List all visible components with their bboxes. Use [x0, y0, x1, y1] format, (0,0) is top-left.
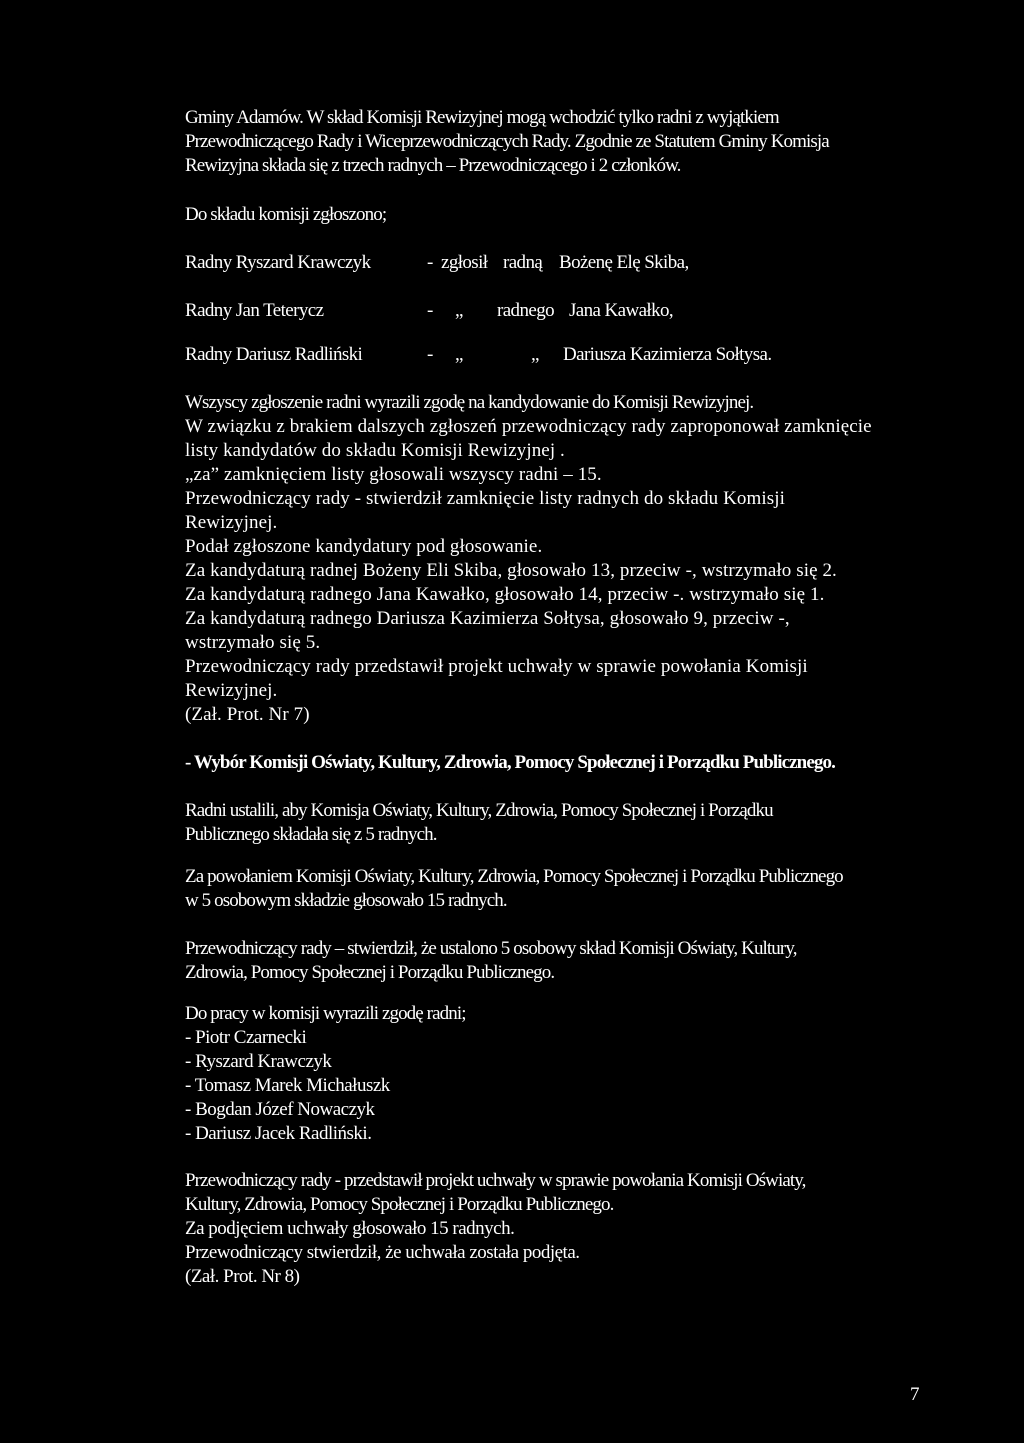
closing-line-4: Przewodniczący stwierdził, że uchwała została podjęta. — [185, 1242, 580, 1263]
nominator: Radny Jan Teterycz — [185, 300, 324, 321]
voting-line-3: listy kandydatów do składu Komisji Rewizyjnej . — [185, 440, 565, 461]
para1-line-2: Publicznego składała się z 5 radnych. — [185, 824, 437, 845]
voting-line-2: W związku z brakiem dalszych zgłoszeń przewodniczący rady zaproponował zamknięcie — [185, 416, 872, 437]
para2-line-1: Za powołaniem Komisji Oświaty, Kultury, Zdrowia, Pomocy Społecznej i Porządku Publicznego — [185, 866, 843, 887]
member-item: - Bogdan Józef Nowaczyk — [185, 1099, 375, 1120]
verb: „ — [455, 300, 463, 321]
voting-line-13: Rewizyjnej. — [185, 680, 278, 701]
para2-line-2: w 5 osobowym składzie głosowało 15 radnych. — [185, 890, 507, 911]
voting-line-5: Przewodniczący rady - stwierdził zamknięcie listy radnych do składu Komisji — [185, 488, 786, 509]
role: radną — [503, 252, 543, 273]
para1-line-1: Radni ustalili, aby Komisja Oświaty, Kultury, Zdrowia, Pomocy Społecznej i Porządku — [185, 800, 773, 821]
member-item: - Ryszard Krawczyk — [185, 1051, 332, 1072]
section-heading: - Wybór Komisji Oświaty, Kultury, Zdrowia, Pomocy Społecznej i Porządku Publicznego. — [185, 752, 835, 773]
para3-line-2: Zdrowia, Pomocy Społecznej i Porządku Publicznego. — [185, 962, 555, 983]
voting-line-10: Za kandydaturą radnego Dariusza Kazimierza Sołtysa, głosowało 9, przeciw -, — [185, 608, 790, 629]
dash: - — [427, 252, 433, 273]
voting-line-6: Rewizyjnej. — [185, 512, 278, 533]
candidate: Dariusza Kazimierza Sołtysa. — [563, 344, 772, 365]
voting-line-12: Przewodniczący rady przedstawił projekt uchwały w sprawie powołania Komisji — [185, 656, 808, 677]
voting-line-4: „za” zamknięciem listy głosowali wszyscy radni – 15. — [185, 464, 602, 485]
verb: zgłosił — [441, 252, 488, 273]
closing-line-3: Za podjęciem uchwały głosowało 15 radnych. — [185, 1218, 515, 1239]
candidate: Jana Kawałko, — [569, 300, 674, 321]
page-number: 7 — [910, 1384, 920, 1405]
member-item: - Dariusz Jacek Radliński. — [185, 1123, 372, 1144]
voting-line-11: wstrzymało się 5. — [185, 632, 321, 653]
voting-line-1: Wszyscy zgłoszenie radni wyrazili zgodę na kandydowanie do Komisji Rewizyjnej. — [185, 392, 754, 413]
voting-line-9: Za kandydaturą radnego Jana Kawałko, głosowało 14, przeciw -. wstrzymało się 1. — [185, 584, 825, 605]
dash: - — [427, 300, 433, 321]
role: „ — [531, 344, 539, 365]
closing-line-1: Przewodniczący rady - przedstawił projekt uchwały w sprawie powołania Komisji Oświaty, — [185, 1170, 806, 1191]
intro-line-2: Przewodniczącego Rady i Wiceprzewodniczących Rady. Zgodnie ze Statutem Gminy Komisja — [185, 131, 829, 152]
verb: „ — [455, 344, 463, 365]
nominator: Radny Ryszard Krawczyk — [185, 252, 371, 273]
voting-line-8: Za kandydaturą radnej Bożeny Eli Skiba, głosowało 13, przeciw -, wstrzymało się 2. — [185, 560, 837, 581]
member-item: - Piotr Czarnecki — [185, 1027, 307, 1048]
member-item: - Tomasz Marek Michałuszk — [185, 1075, 390, 1096]
closing-line-2: Kultury, Zdrowia, Pomocy Społecznej i Porządku Publicznego. — [185, 1194, 614, 1215]
role: radnego — [497, 300, 554, 321]
para3-line-1: Przewodniczący rady – stwierdził, że ustalono 5 osobowy skład Komisji Oświaty, Kultury, — [185, 938, 797, 959]
voting-line-14: (Zał. Prot. Nr 7) — [185, 704, 310, 725]
intro-line-1: Gminy Adamów. W skład Komisji Rewizyjnej mogą wchodzić tylko radni z wyjątkiem — [185, 107, 779, 128]
closing-line-5: (Zał. Prot. Nr 8) — [185, 1266, 300, 1287]
voting-line-7: Podał zgłoszone kandydatury pod głosowanie. — [185, 536, 543, 557]
dash: - — [427, 344, 433, 365]
intro-line-3: Rewizyjna składa się z trzech radnych – Przewodniczącego i 2 członków. — [185, 155, 681, 176]
members-header: Do pracy w komisji wyrazili zgodę radni; — [185, 1003, 466, 1024]
nominator: Radny Dariusz Radliński — [185, 344, 363, 365]
candidate: Bożenę Elę Skiba, — [559, 252, 689, 273]
zgloszono-header: Do składu komisji zgłoszono; — [185, 204, 387, 225]
